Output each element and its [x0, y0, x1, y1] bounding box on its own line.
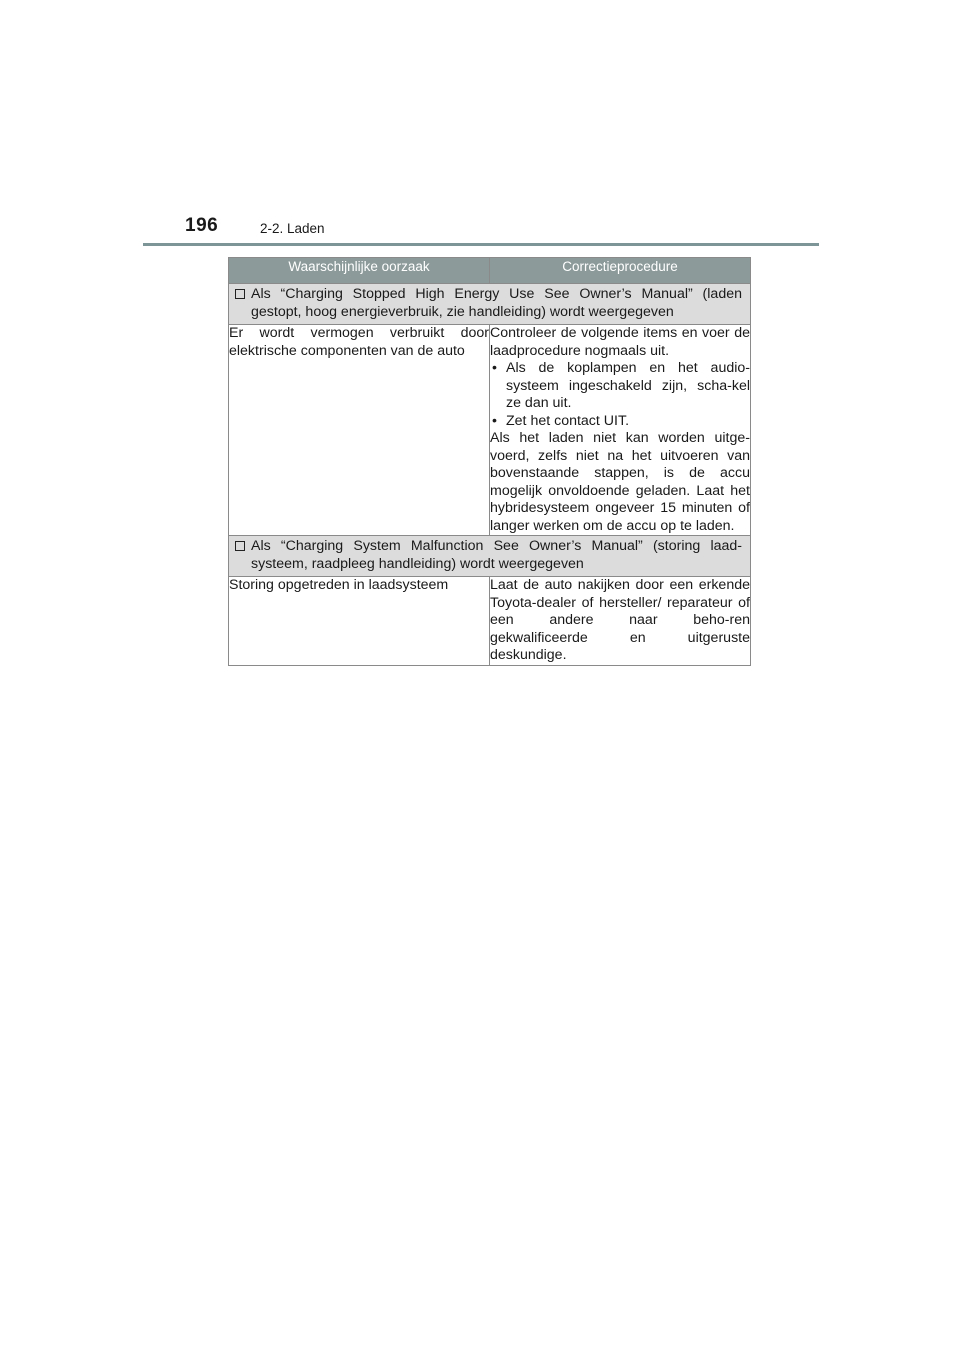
procedure-outro: Als het laden niet kan worden uitge-voerd, zelfs niet na het uitvoeren van bovenstaande stappen, is de accu mogelijk onvoldoende geladen. Laat het hybridesysteem ongeveer 15 minuten of langer werken om de accu op te laden.	[490, 430, 750, 534]
column-header-procedure: Correctieprocedure	[490, 258, 751, 284]
section-title: 2-2. Laden	[260, 221, 325, 236]
troubleshooting-table	[228, 257, 751, 666]
section-heading-cell	[229, 284, 751, 325]
cause-cell: Storing opgetreden in laadsysteem	[229, 577, 490, 666]
checkbox-icon	[235, 289, 245, 299]
section-heading-row	[229, 536, 751, 577]
bullet-text: Als de koplampen en het audio-systeem ingeschakeld zijn, scha-kel ze dan uit.	[506, 360, 750, 411]
bullet-item	[490, 413, 750, 431]
table-row	[229, 325, 751, 536]
page-number: 196	[185, 215, 219, 236]
section-heading-row	[229, 284, 751, 325]
bullet-text: Zet het contact UIT.	[506, 412, 630, 429]
bullet-mark: •	[492, 412, 497, 429]
procedure-cell	[490, 325, 751, 536]
bullet-item	[490, 360, 750, 413]
section-heading-cell	[229, 536, 751, 577]
header-rule	[143, 243, 819, 246]
checkbox-icon	[235, 541, 245, 551]
procedure-intro: Laat de auto nakijken door een erkende Toyota-dealer of hersteller/ reparateur of een andere naar beho-ren gekwalificeerde en uitgeruste deskundige.	[490, 577, 750, 663]
section-heading-text: Als “Charging System Malfunction See Owner’s Manual” (storing laad-systeem, raadpleeg handleiding) wordt weergegeven	[251, 538, 742, 572]
cause-cell: Er wordt vermogen verbruikt door elektrische componenten van de auto	[229, 325, 490, 536]
section-heading-text: Als “Charging Stopped High Energy Use See Owner’s Manual” (laden gestopt, hoog energieverbruik, zie handleiding) wordt weergegeven	[251, 286, 742, 320]
column-header-cause: Waarschijnlijke oorzaak	[229, 258, 490, 284]
procedure-intro: Controleer de volgende items en voer de laadprocedure nogmaals uit.	[490, 325, 750, 359]
table-header-row	[229, 258, 751, 284]
bullet-mark: •	[492, 360, 497, 376]
procedure-cell	[490, 577, 751, 666]
table-row	[229, 577, 751, 666]
